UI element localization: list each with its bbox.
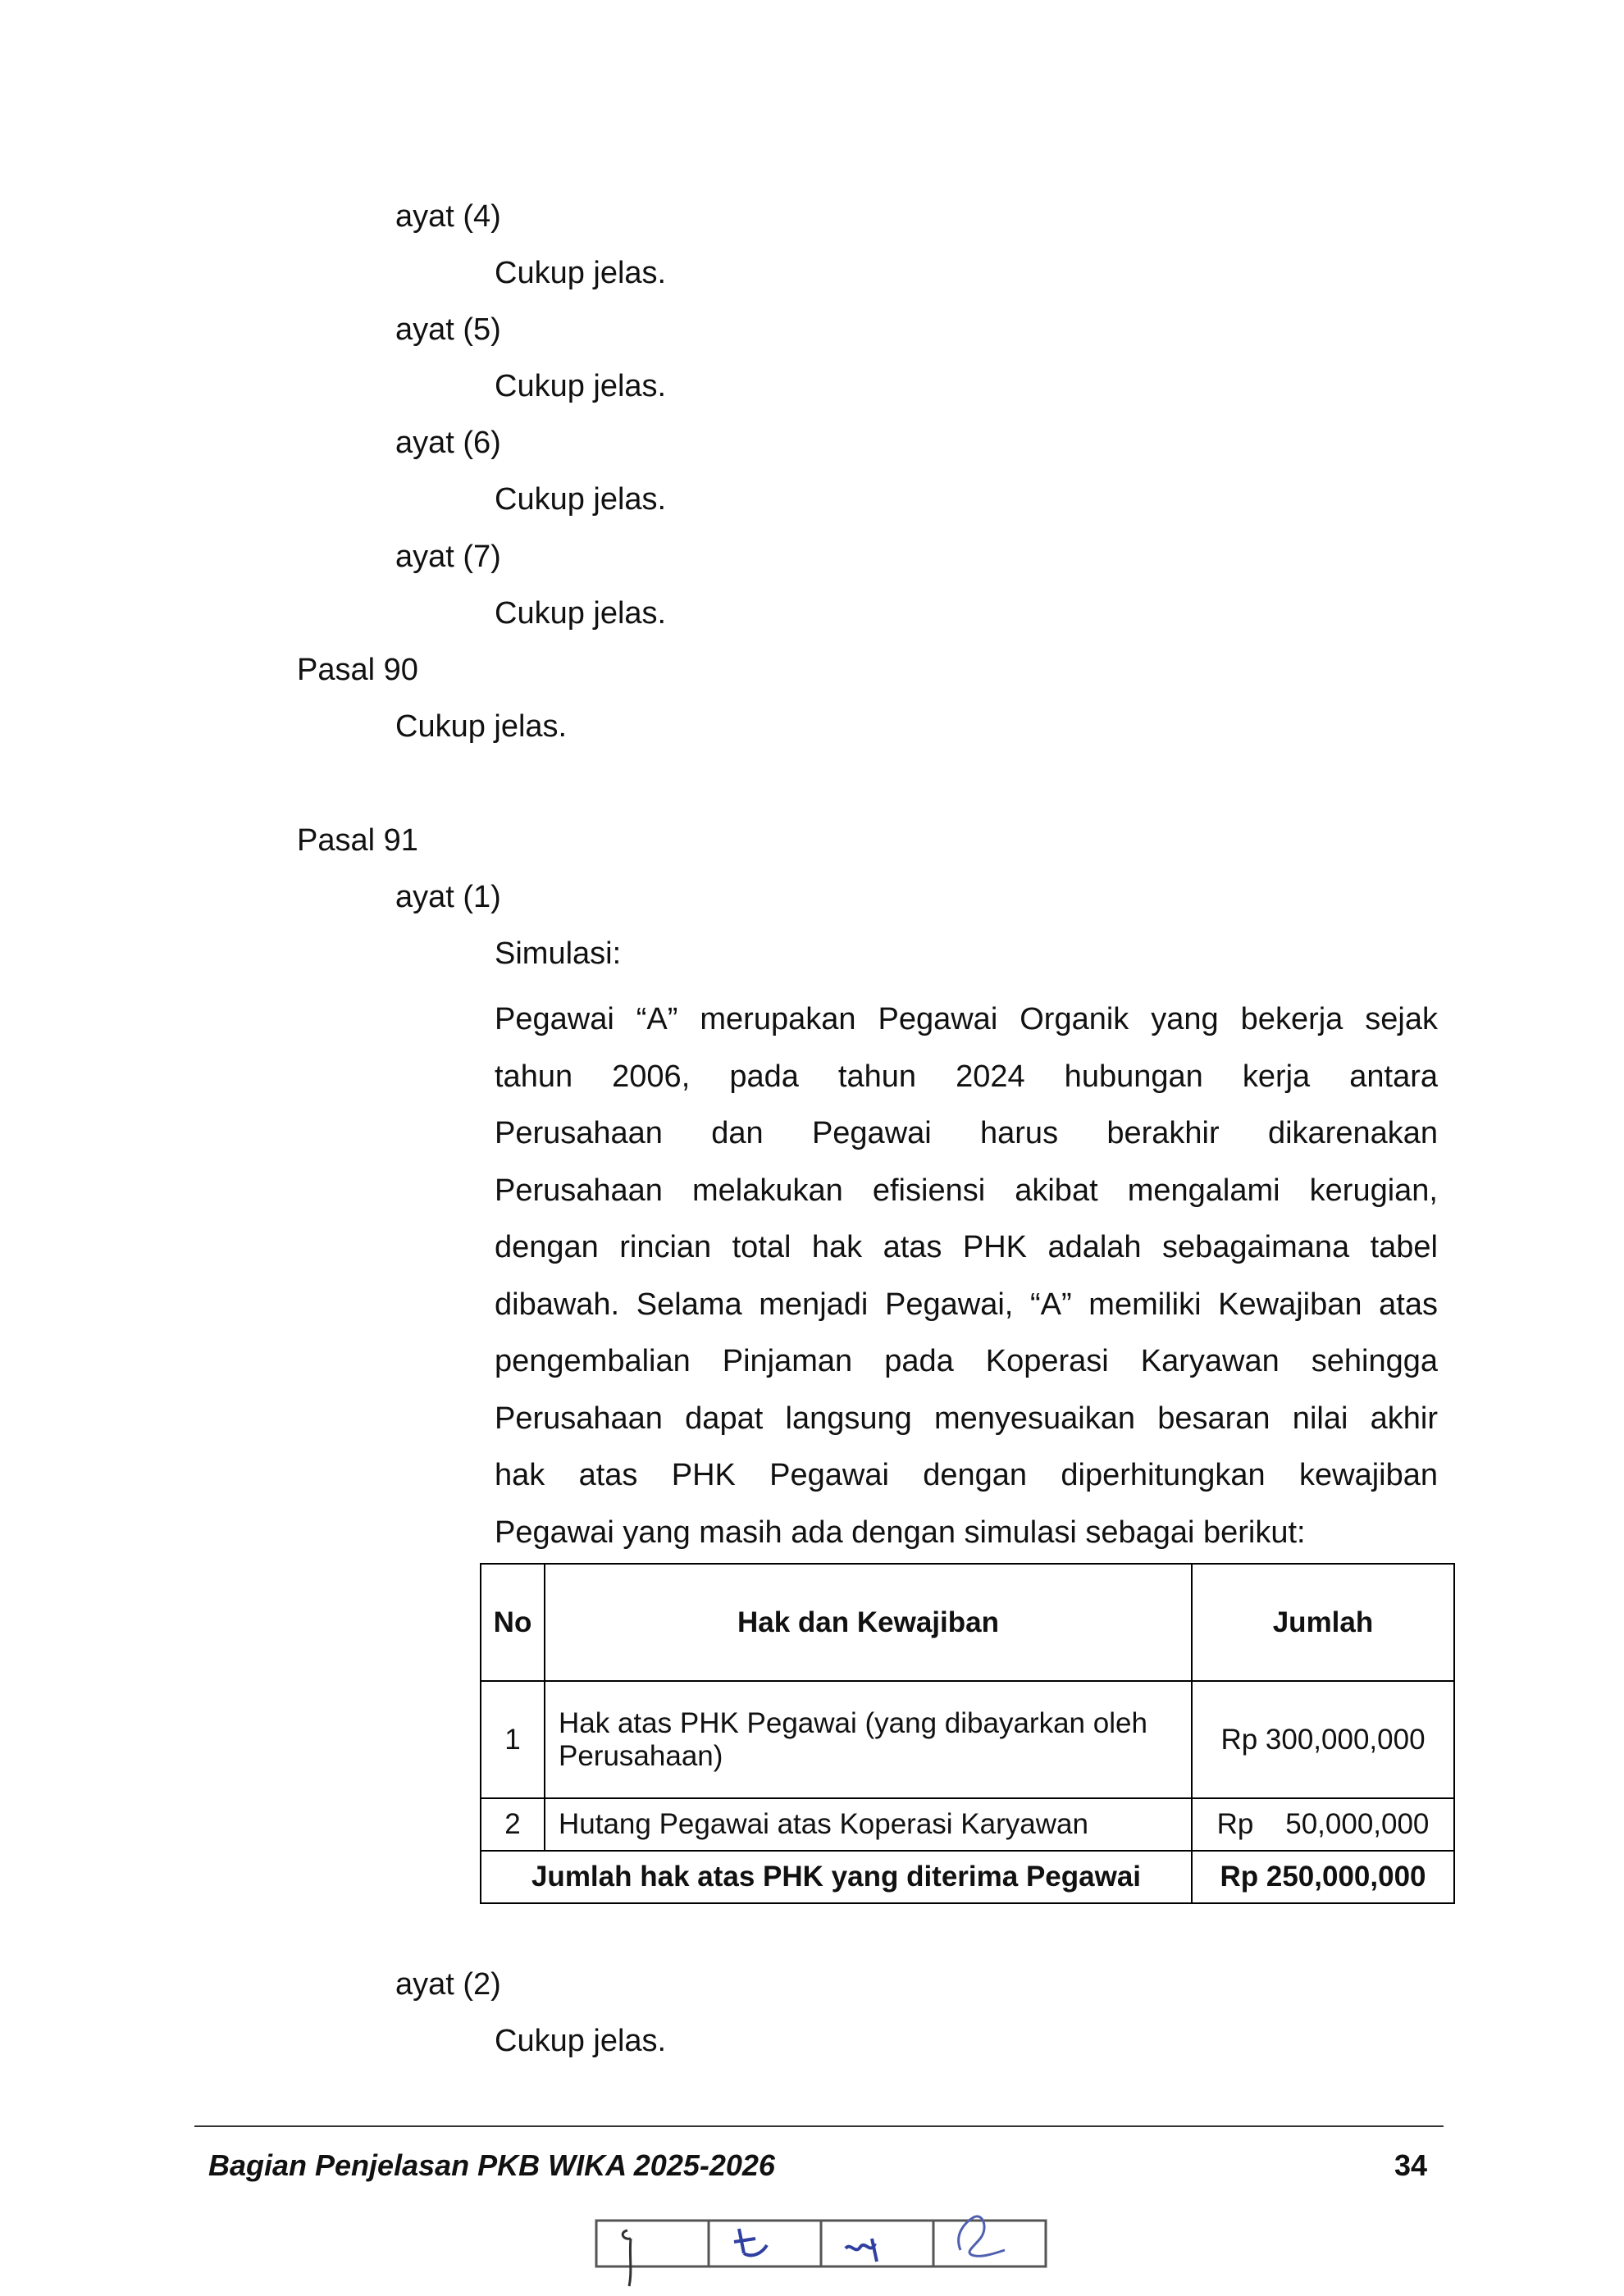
initial-signature-mark bbox=[959, 2216, 1005, 2256]
row-hak-kewajiban: Hak atas PHK Pegawai (yang dibayarkan oleh Perusahaan) bbox=[545, 1681, 1192, 1798]
simulasi-line: pengembalian Pinjaman pada Koperasi Karyawan sehingga bbox=[495, 1344, 1438, 1378]
initial-signature-mark bbox=[734, 2229, 767, 2255]
ayat-7-text: Cukup jelas. bbox=[495, 596, 667, 631]
ayat-4-label: ayat (4) bbox=[395, 199, 501, 234]
paraf-initials-box bbox=[595, 2214, 1054, 2288]
simulasi-line: Perusahaan dan Pegawai harus berakhir dikarenakan bbox=[495, 1116, 1438, 1150]
simulasi-line: hak atas PHK Pegawai dengan diperhitungkan kewajiban bbox=[495, 1458, 1438, 1492]
footer-title: Bagian Penjelasan PKB WIKA 2025-2026 bbox=[208, 2148, 775, 2182]
ayat-6-text: Cukup jelas. bbox=[495, 482, 667, 517]
pasal-91-ayat-1-label: ayat (1) bbox=[395, 880, 501, 914]
row-jumlah: Rp 50,000,000 bbox=[1192, 1798, 1454, 1851]
header-jumlah: Jumlah bbox=[1192, 1564, 1454, 1681]
simulation-table bbox=[480, 1563, 1455, 1904]
ayat-4-text: Cukup jelas. bbox=[495, 256, 667, 290]
simulasi-line: Pegawai yang masih ada dengan simulasi sebagai berikut: bbox=[495, 1515, 1306, 1550]
simulasi-line: tahun 2006, pada tahun 2024 hubungan kerja antara bbox=[495, 1059, 1438, 1094]
initial-signature-mark bbox=[623, 2230, 631, 2286]
simulasi-line: Perusahaan melakukan efisiensi akibat mengalami kerugian, bbox=[495, 1173, 1438, 1208]
simulasi-line: Pegawai “A” merupakan Pegawai Organik yang bekerja sejak bbox=[495, 1002, 1438, 1036]
total-jumlah: Rp 250,000,000 bbox=[1192, 1851, 1454, 1903]
pasal-91-ayat-2-label: ayat (2) bbox=[395, 1967, 501, 2002]
ayat-5-label: ayat (5) bbox=[395, 312, 501, 347]
ayat-7-label: ayat (7) bbox=[395, 540, 501, 574]
footer-divider bbox=[194, 2125, 1444, 2127]
header-no: No bbox=[481, 1564, 545, 1681]
ayat-6-label: ayat (6) bbox=[395, 426, 501, 460]
table-header-row bbox=[481, 1564, 1454, 1681]
row-jumlah: Rp 300,000,000 bbox=[1192, 1681, 1454, 1798]
pasal-91-label: Pasal 91 bbox=[297, 823, 418, 858]
total-label: Jumlah hak atas PHK yang diterima Pegawai bbox=[481, 1851, 1192, 1903]
simulasi-line: dengan rincian total hak atas PHK adalah sebagaimana tabel bbox=[495, 1230, 1438, 1264]
table-total-row bbox=[481, 1851, 1454, 1903]
row-no: 1 bbox=[481, 1681, 545, 1798]
row-hak-kewajiban: Hutang Pegawai atas Koperasi Karyawan bbox=[545, 1798, 1192, 1851]
simulasi-paragraph bbox=[495, 991, 1438, 1561]
header-hak-kewajiban: Hak dan Kewajiban bbox=[545, 1564, 1192, 1681]
initial-signature-mark bbox=[846, 2239, 877, 2262]
table-row bbox=[481, 1681, 1454, 1798]
pasal-91-ayat-2-text: Cukup jelas. bbox=[495, 2024, 667, 2058]
pasal-90-text: Cukup jelas. bbox=[395, 709, 568, 744]
page-number: 34 bbox=[1394, 2148, 1428, 2182]
simulasi-line: dibawah. Selama menjadi Pegawai, “A” memiliki Kewajiban atas bbox=[495, 1287, 1438, 1322]
simulasi-label: Simulasi: bbox=[495, 936, 622, 971]
row-no: 2 bbox=[481, 1798, 545, 1851]
simulasi-line: Perusahaan dapat langsung menyesuaikan besaran nilai akhir bbox=[495, 1401, 1438, 1436]
table-row bbox=[481, 1798, 1454, 1851]
ayat-5-text: Cukup jelas. bbox=[495, 369, 667, 403]
pasal-90-label: Pasal 90 bbox=[297, 653, 418, 687]
